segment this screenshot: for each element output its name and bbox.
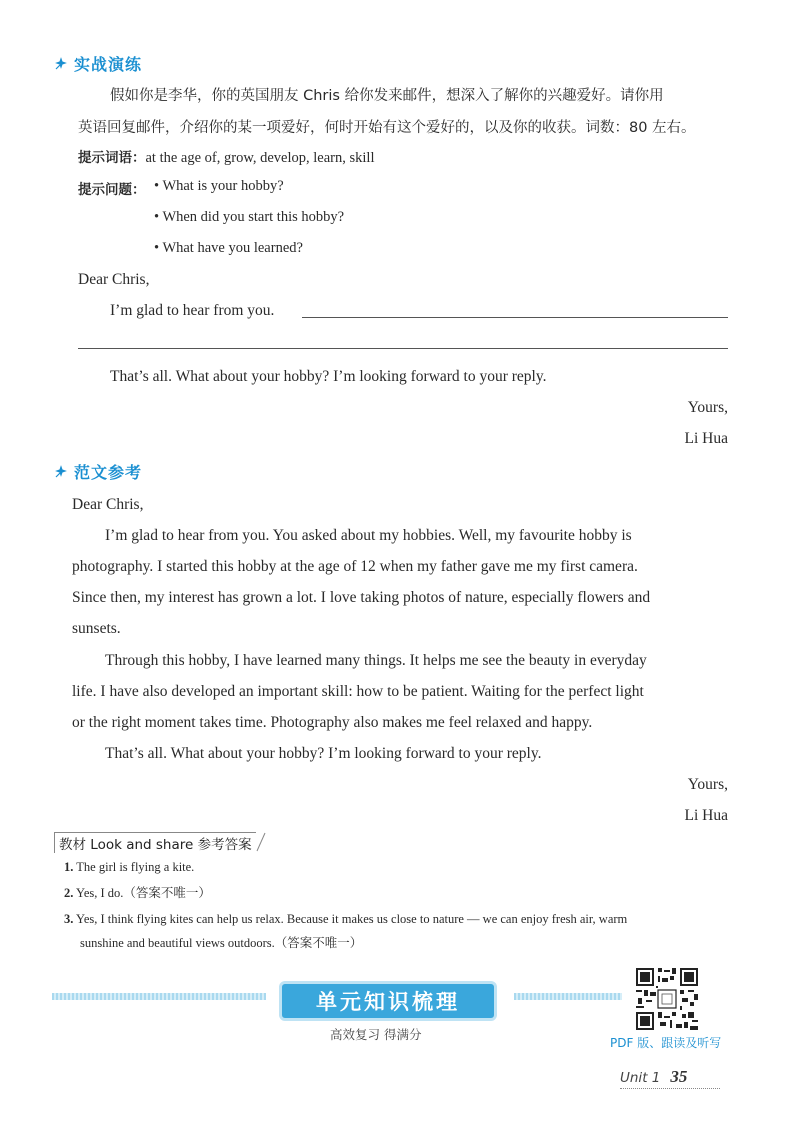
hint-question: • What have you learned? xyxy=(154,240,303,256)
sparkle-icon xyxy=(54,57,68,71)
writing-line xyxy=(302,317,728,318)
model-line: Since then, my interest has grown a lot. I love taking photos of nature, especially flowers and xyxy=(72,589,651,606)
hint-question: • When did you start this hobby? xyxy=(154,209,345,225)
model-line: or the right moment takes time. Photography also makes me feel relaxed and happy. xyxy=(72,714,593,731)
page-footer xyxy=(620,1067,687,1087)
practice-signature: Li Hua xyxy=(684,430,728,447)
qr-code-icon[interactable] xyxy=(634,966,700,1032)
hint-questions-label: 提示问题： xyxy=(78,182,146,198)
answer-item xyxy=(64,906,627,932)
answer-text: The girl is flying a kite. xyxy=(76,860,195,874)
hint-words-row xyxy=(78,146,374,167)
page-footer-rule xyxy=(620,1088,720,1089)
model-line: I’m glad to hear from you. You asked about my hobbies. Well, my favourite hobby is xyxy=(105,527,632,544)
model-line: That’s all. What about your hobby? I’m looking forward to your reply. xyxy=(105,745,542,762)
practice-opening: I’m glad to hear from you. xyxy=(110,302,275,319)
hint-words: at the age of, grow, develop, learn, skill xyxy=(145,150,375,166)
banner-subtitle: 高效复习 得满分 xyxy=(330,1027,422,1042)
answer-item xyxy=(64,854,194,880)
unit-label: Unit 1 xyxy=(620,1070,661,1086)
qr-caption: PDF 版、跟读及听写 xyxy=(610,1036,722,1050)
banner-stripe-right xyxy=(514,993,622,1000)
answer-text: Yes, I do.（答案不唯一） xyxy=(76,886,211,900)
model-section-header xyxy=(54,460,142,483)
model-line: sunsets. xyxy=(72,620,121,637)
model-line: life. I have also developed an important skill: how to be patient. Waiting for the perfect light xyxy=(72,683,644,700)
unit-review-banner: 单元知识梳理 xyxy=(282,984,494,1018)
answer-continuation: sunshine and beautiful views outdoors.（答案不唯一） xyxy=(80,936,363,950)
answers-title: 教材 Look and share 参考答案 xyxy=(54,832,256,853)
model-title: 范文参考 xyxy=(74,463,143,482)
hint-words-label: 提示词语： xyxy=(78,150,146,166)
sparkle-icon xyxy=(54,465,68,479)
practice-prompt-line1: 假如你是李华，你的英国朋友 Chris 给你发来邮件，想深入了解你的兴趣爱好。请你用 xyxy=(110,88,664,104)
practice-signoff: Yours, xyxy=(687,399,728,416)
practice-greeting: Dear Chris, xyxy=(78,271,150,288)
practice-prompt-line2: 英语回复邮件，介绍你的某一项爱好，何时开始有这个爱好的，以及你的收获。词数：80 左右。 xyxy=(78,120,696,136)
practice-closing: That’s all. What about your hobby? I’m looking forward to your reply. xyxy=(110,368,547,385)
writing-line xyxy=(78,348,728,349)
slash-divider-icon xyxy=(256,832,266,852)
answers-header xyxy=(54,832,266,852)
practice-section-header xyxy=(54,52,142,75)
model-line: photography. I started this hobby at the age of 12 when my father gave me my first camera. xyxy=(72,558,638,575)
hint-question: • What is your hobby? xyxy=(154,178,284,194)
answer-item xyxy=(64,880,211,906)
answer-number: 3. xyxy=(64,912,74,926)
page-number: 35 xyxy=(670,1067,688,1086)
model-signature: Li Hua xyxy=(684,807,728,824)
answer-number: 2. xyxy=(64,886,74,900)
model-signoff: Yours, xyxy=(687,776,728,793)
model-line: Through this hobby, I have learned many things. It helps me see the beauty in everyday xyxy=(105,652,647,669)
model-greeting: Dear Chris, xyxy=(72,496,144,513)
banner-stripe-left xyxy=(52,993,266,1000)
hint-questions-row xyxy=(78,178,146,199)
practice-title: 实战演练 xyxy=(74,55,143,74)
answer-number: 1. xyxy=(64,860,74,874)
answer-text: Yes, I think flying kites can help us relax. Because it makes us close to nature — we can enjoy fresh air, warm xyxy=(76,912,628,926)
